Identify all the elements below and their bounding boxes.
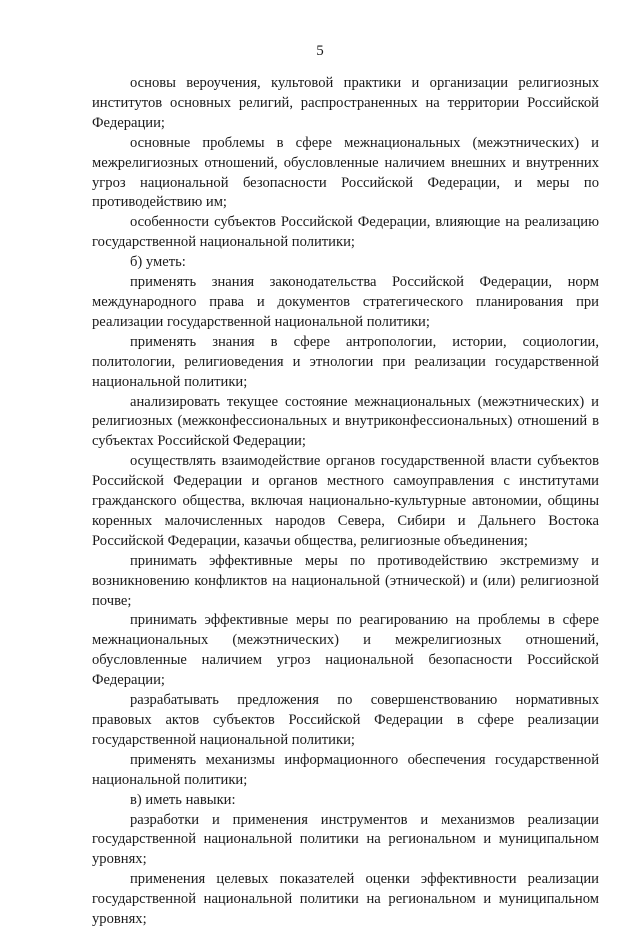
paragraph-develop-proposals: разрабатывать предложения по совершенствованию нормативных правовых актов субъектов Российской Федерации в сфере реализации государственной национальной политики;	[92, 692, 599, 748]
section-heading-abilities: в) иметь навыки:	[130, 791, 236, 808]
paragraph-respond-problems: принимать эффективные меры по реагированию на проблемы в сфере межнациональных (межэтнических) и межрелигиозных отношений, обусловленные наличием угроз национальной безопасности Российской Федерации;	[92, 612, 599, 689]
paragraph-develop-tools: разработки и применения инструментов и механизмов реализации государственной национальной политики на региональном и муниципальном уровнях;	[92, 811, 599, 868]
paragraph-religion-basics: основы вероучения, культовой практики и организации религиозных институтов основных религий, распространенных на территории Российской Федерации;	[92, 75, 599, 131]
paragraph-counter-extremism: принимать эффективные меры по противодействию экстремизму и возникновению конфликтов на национальной (этнической) и (или) религиозной почве;	[92, 552, 599, 609]
document-body	[92, 74, 599, 930]
paragraph-interethnic-problems: основные проблемы в сфере межнациональных (межэтнических) и межрелигиозных отношений, обусловленные наличием внешних и внутренних угроз национальной безопасности Российской Федерации, и меры по противодействию им;	[92, 134, 599, 211]
paragraph-interaction: осуществлять взаимодействие органов государственной власти субъектов Российской Федерации и органов местного самоуправления с институтами гражданского общества, включая национально-культурные автономии, общины коренных малочисленных народов Севера, Сибири и Дальнего Востока Российской Федерации, казачьи общества, религиозные объединения;	[92, 453, 599, 549]
section-heading-skills: б) уметь:	[130, 254, 186, 271]
paragraph-analyze-relations: анализировать текущее состояние межнациональных (межэтнических) и религиозных (межконфессиональных и внутриконфессиональных) отношений в субъектах Российской Федерации;	[92, 393, 599, 450]
paragraph-info-support: применять механизмы информационного обеспечения государственной национальной политики;	[92, 751, 599, 788]
paragraph-apply-sciences: применять знания в сфере антропологии, истории, социологии, политологии, религиоведения и этнологии при реализации государственной национальной политики;	[92, 333, 599, 390]
paragraph-region-features: особенности субъектов Российской Федерации, влияющие на реализацию государственной национальной политики;	[92, 214, 599, 251]
paragraph-target-indicators: применения целевых показателей оценки эффективности реализации государственной национальной политики на региональном и муниципальном уровнях;	[92, 871, 599, 928]
page-number: 5	[316, 43, 324, 59]
paragraph-apply-law: применять знания законодательства Российской Федерации, норм международного права и документов стратегического планирования при реализации государственной национальной политики;	[92, 274, 599, 330]
